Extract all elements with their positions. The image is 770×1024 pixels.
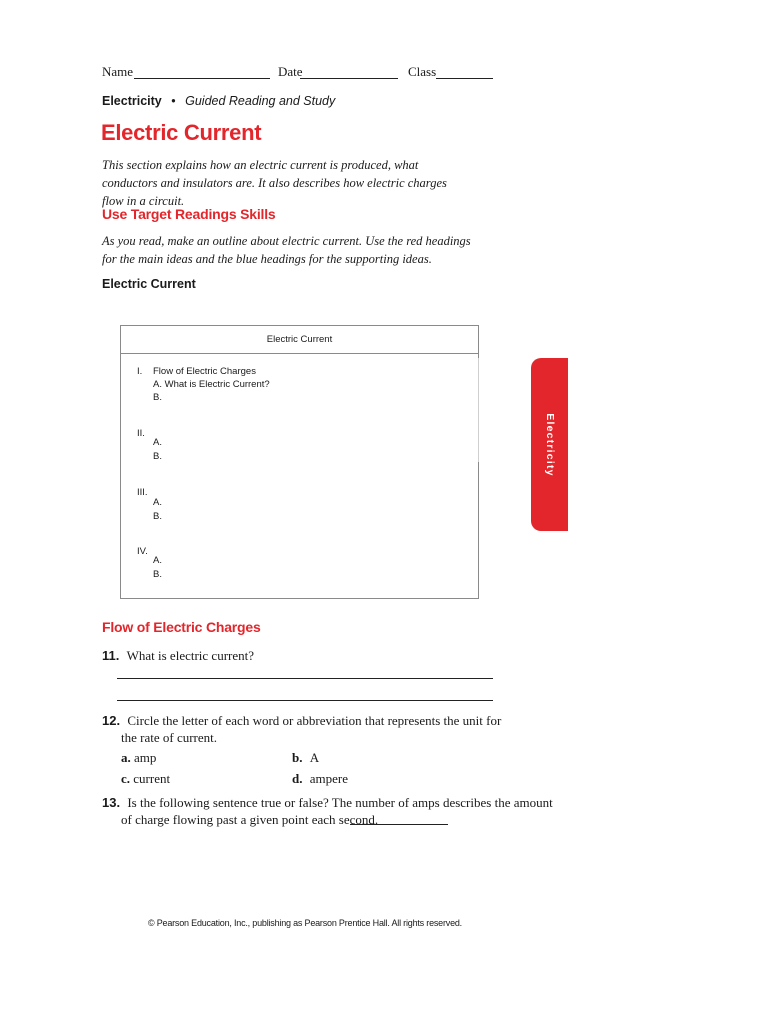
answer-line-11-2[interactable]: [117, 700, 493, 701]
outline-sub-label: Electric Current: [102, 277, 196, 291]
outline-item-3a[interactable]: A.: [153, 497, 162, 508]
chapter-bullet: •: [171, 94, 176, 108]
outline-numeral-2: II.: [137, 428, 145, 439]
date-field-label: Date: [278, 64, 303, 79]
class-field-label: Class: [408, 64, 437, 79]
page-title: Electric Current: [101, 120, 262, 145]
outline-item-1a[interactable]: A. What is Electric Current?: [153, 379, 270, 390]
choice-b-letter: b.: [292, 750, 303, 765]
answer-line-13[interactable]: [350, 824, 448, 825]
choice-a[interactable]: [121, 748, 156, 767]
outline-item-4b[interactable]: B.: [153, 569, 162, 580]
chapter-line: [102, 94, 335, 108]
choice-c-text: current: [133, 771, 171, 786]
outline-box-header: Electric Current: [121, 326, 478, 354]
date-blank-line[interactable]: [300, 64, 398, 79]
name-field-label: Name: [102, 64, 134, 79]
outline-box: [120, 325, 479, 599]
choice-d-letter: d.: [292, 771, 303, 786]
choice-b-text: A: [309, 750, 320, 765]
intro-paragraph: This section explains how an electric current is produced, what conductors and insulators are. It also describes how electric charges flow in a circuit.: [102, 158, 447, 208]
choice-b[interactable]: [292, 748, 319, 767]
chapter-subject: Electricity: [102, 94, 162, 108]
question-11: [102, 646, 254, 665]
answer-line-11-1[interactable]: [117, 678, 493, 679]
choice-d[interactable]: [292, 769, 348, 788]
outline-item-4a[interactable]: A.: [153, 555, 162, 566]
target-reading-instructions: As you read, make an outline about electric current. Use the red headings for the main ideas and the blue headings for the supporting ideas.: [102, 234, 471, 266]
outline-item-3b[interactable]: B.: [153, 511, 162, 522]
chapter-guide-title: Guided Reading and Study: [185, 94, 336, 108]
outline-item-2a[interactable]: A.: [153, 437, 162, 448]
outline-numeral-1: I.: [137, 366, 143, 377]
outline-numeral-4: IV.: [137, 546, 148, 557]
question-11-number: 11.: [102, 648, 120, 663]
question-13-line2: of charge flowing past a given point each second.: [121, 812, 379, 827]
choice-a-letter: a.: [121, 750, 131, 765]
question-12-line1: Circle the letter of each word or abbreviation that represents the unit for: [127, 713, 502, 728]
choice-d-text: ampere: [309, 771, 348, 786]
question-12-line2: the rate of current.: [121, 730, 218, 745]
side-tab-label: Electricity: [543, 412, 556, 477]
question-11-text: What is electric current?: [126, 648, 255, 663]
class-blank-line[interactable]: [436, 64, 493, 79]
outline-title-1[interactable]: Flow of Electric Charges: [153, 366, 256, 377]
choice-c[interactable]: [121, 769, 170, 788]
choice-a-text: amp: [134, 750, 157, 765]
outline-item-1b[interactable]: B.: [153, 392, 162, 403]
name-blank-line[interactable]: [134, 64, 270, 79]
question-13-line1: Is the following sentence true or false? The number of amps describes the amount: [127, 795, 553, 810]
outline-numeral-3: III.: [137, 487, 148, 498]
question-12-number: 12.: [102, 713, 121, 728]
flow-section-heading: Flow of Electric Charges: [102, 619, 261, 635]
choice-c-letter: c.: [121, 771, 131, 786]
side-tab: [531, 358, 568, 531]
target-reading-heading: Use Target Readings Skills: [102, 206, 276, 222]
side-tab-guide-line: [478, 358, 479, 462]
copyright-footer: © Pearson Education, Inc., publishing as Pearson Prentice Hall. All rights reserved.: [147, 918, 462, 928]
question-13-number: 13.: [102, 795, 121, 810]
outline-item-2b[interactable]: B.: [153, 451, 162, 462]
